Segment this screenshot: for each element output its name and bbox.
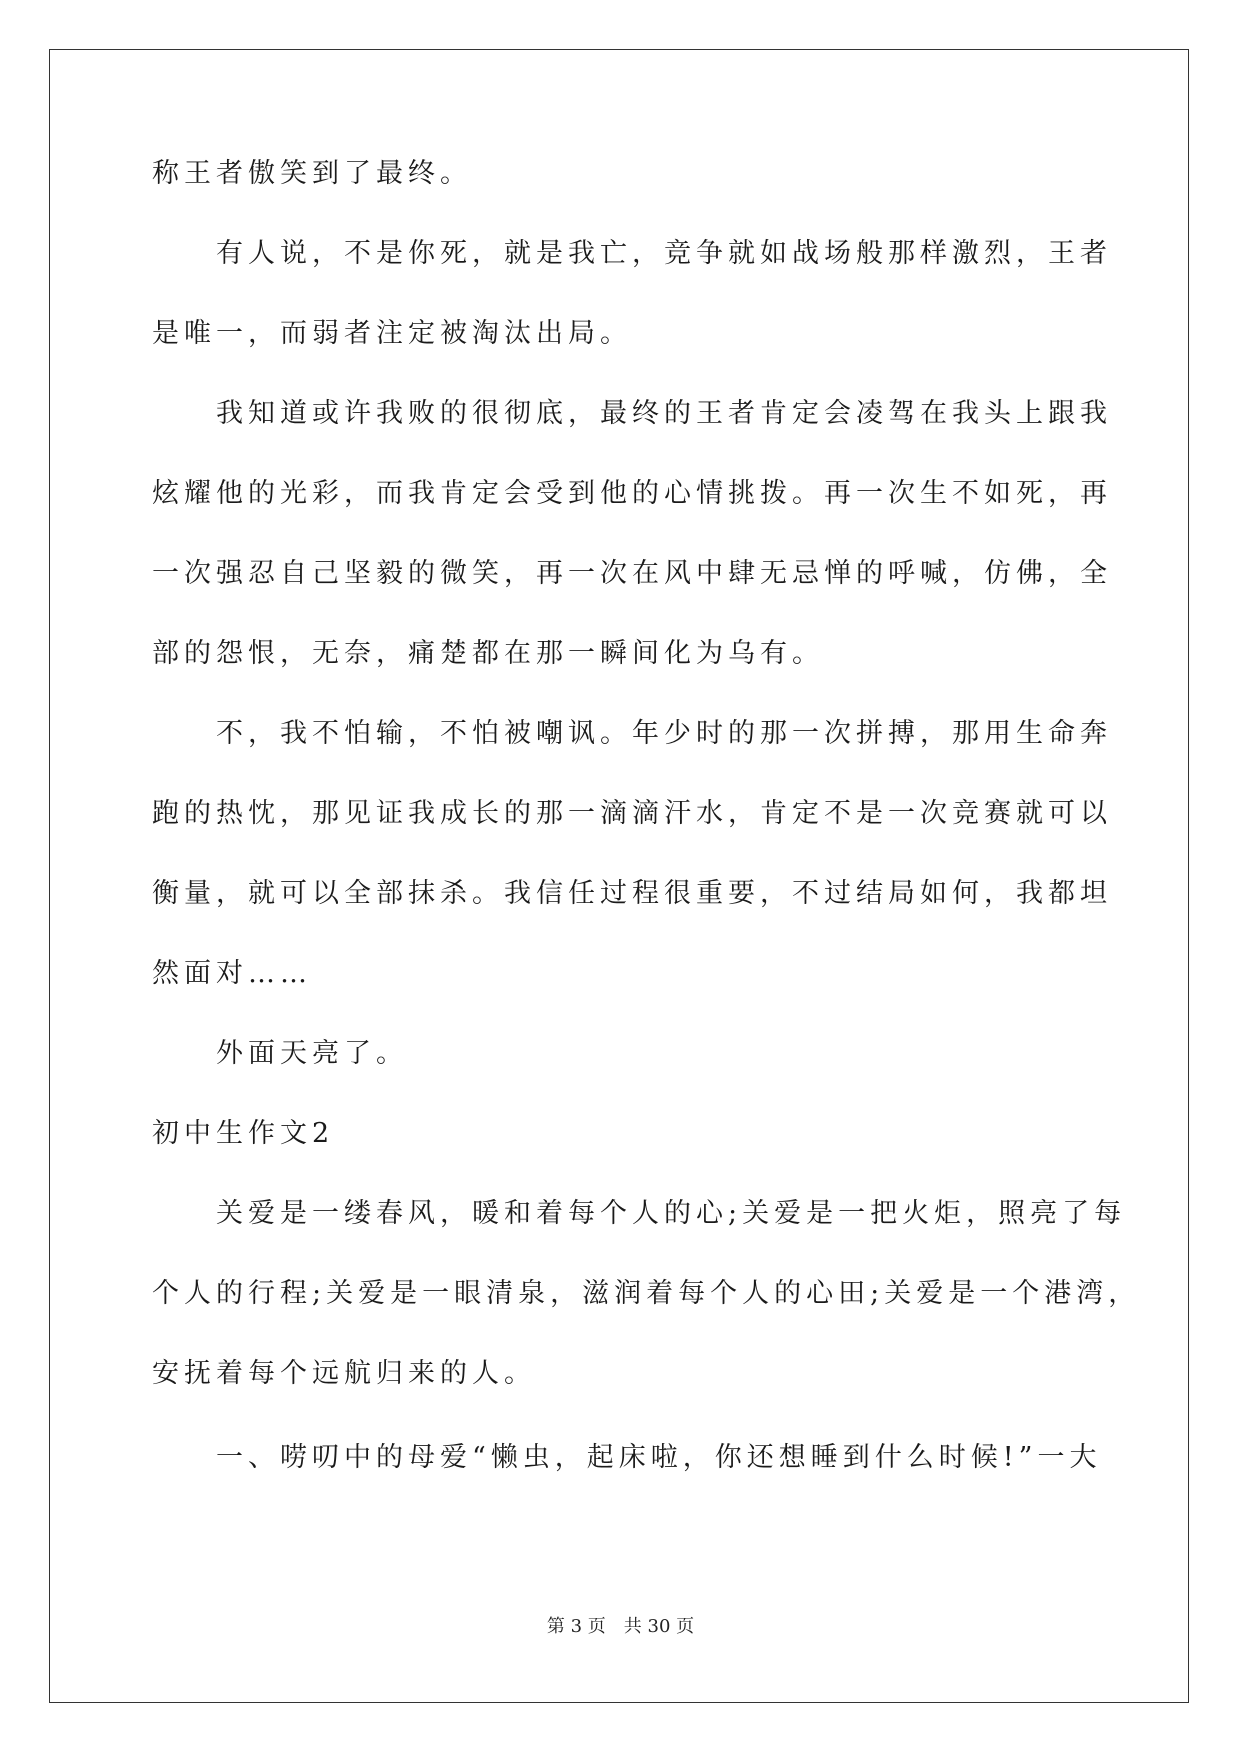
text-line: 炫耀他的光彩，而我肯定会受到他的心情挑拨。再一次生不如死，再 xyxy=(152,478,1112,509)
heading-line: 初中生作文2 xyxy=(152,1118,335,1149)
paragraph-4 xyxy=(152,718,1112,990)
text-line: 跑的热忱，那见证我成长的那一滴滴汗水，肯定不是一次竞赛就可以 xyxy=(152,798,1112,829)
text-line: 一、唠叨中的母爱“懒虫，起床啦，你还想睡到什么时候!”一大 xyxy=(152,1442,1102,1473)
text-line: 称王者傲笑到了最终。 xyxy=(152,158,472,189)
text-line: 外面天亮了。 xyxy=(152,1038,408,1069)
text-line: 是唯一，而弱者注定被淘汰出局。 xyxy=(152,318,632,349)
text-line: 然面对…… xyxy=(152,958,312,989)
document-body xyxy=(152,158,1141,1474)
text-line: 我知道或许我败的很彻底，最终的王者肯定会凌驾在我头上跟我 xyxy=(152,398,1112,429)
page-footer: 第 3 页 共 30 页 xyxy=(546,1616,695,1637)
paragraph-2 xyxy=(152,238,1112,350)
text-line: 个人的行程;关爱是一眼清泉，滋润着每个人的心田;关爱是一个港湾， xyxy=(152,1278,1141,1309)
text-line: 部的怨恨，无奈，痛楚都在那一瞬间化为乌有。 xyxy=(152,638,824,669)
paragraph-1 xyxy=(152,158,1112,190)
paragraph-5 xyxy=(152,1038,1112,1070)
text-line: 一次强忍自己坚毅的微笑，再一次在风中肆无忌惮的呼喊，仿佛，全 xyxy=(152,558,1112,589)
paragraph-6 xyxy=(152,1198,1141,1390)
paragraph-7 xyxy=(152,1442,1112,1474)
text-line: 安抚着每个远航归来的人。 xyxy=(152,1358,536,1389)
text-line: 衡量，就可以全部抹杀。我信任过程很重要，不过结局如何，我都坦 xyxy=(152,878,1112,909)
text-line: 有人说，不是你死，就是我亡，竞争就如战场般那样激烈，王者 xyxy=(152,238,1112,269)
text-line: 不，我不怕输，不怕被嘲讽。年少时的那一次拼搏，那用生命奔 xyxy=(152,718,1112,749)
text-line: 关爱是一缕春风，暖和着每个人的心;关爱是一把火炬，照亮了每 xyxy=(152,1198,1127,1229)
section-heading xyxy=(152,1118,1112,1150)
paragraph-3 xyxy=(152,398,1112,670)
